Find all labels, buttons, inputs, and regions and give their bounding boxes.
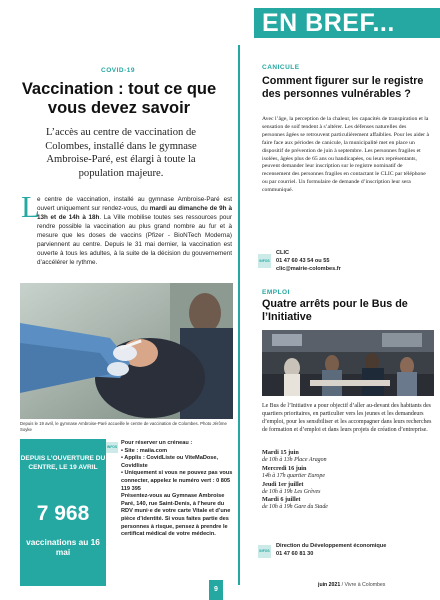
contact-phone: 01 47 60 43 54 ou 55 bbox=[276, 257, 330, 264]
category-tag: COVID-19 bbox=[101, 67, 135, 74]
clic-contact bbox=[276, 250, 436, 273]
stat-label: vaccinations au 16 mai bbox=[26, 537, 100, 557]
bus-schedule bbox=[262, 449, 432, 512]
section-title: EN BREF... bbox=[262, 9, 395, 37]
schedule-date: Mardi 6 juillet bbox=[262, 496, 301, 504]
bus-photo bbox=[262, 330, 434, 396]
article-title: Comment figurer sur le registre des personnes vulnérables ? bbox=[262, 75, 424, 100]
column-divider bbox=[238, 45, 240, 585]
category-tag: CANICULE bbox=[262, 64, 300, 71]
stat-since: DEPUIS L’OUVERTURE DU CENTRE, LE 19 AVRIL bbox=[20, 455, 106, 471]
body-hours: mardi au dimanche de 9h à 13h et de 14h à 18h bbox=[37, 205, 232, 221]
photo-caption: Depuis le 19 avril, le gymnase Ambroise-Paré accueille le centre de vaccination de Colombes. Photo Jérôme Soyke bbox=[20, 421, 227, 432]
booking-line: Pour réserver un créneau : bbox=[121, 440, 193, 446]
vaccination-photo-image bbox=[20, 283, 233, 419]
category-tag: EMPLOI bbox=[262, 289, 290, 296]
body-text-end: . bbox=[99, 214, 102, 221]
stat-number: 7 968 bbox=[36, 502, 90, 525]
schedule-detail: de 10h à 13h Place Aragon bbox=[262, 456, 327, 463]
vaccination-photo bbox=[20, 283, 233, 419]
body-text: e centre de vaccination, installé au gymnase Ambroise-Paré est ouvert uniquement sur rendez-vous, du bbox=[37, 196, 232, 212]
booking-line: Présentez-vous au Gymnase Ambroise Paré, 140, rue Saint-Denis, à l’heure du RDV muni·e de votre carte Vitale et d’une pièce d’identité. Si vous faites partie des personnes à risque, pensez à prendre le certificat médical de votre médecin. bbox=[121, 493, 231, 538]
info-icon: INFOS bbox=[258, 254, 271, 268]
footer-date: juin 2021 bbox=[318, 582, 341, 588]
contact-phone: 01 47 60 81 30 bbox=[276, 550, 314, 557]
schedule-detail: de 10h à 19h Les Grèves bbox=[262, 488, 321, 495]
article-title: Quatre arrêts pour le Bus de l’Initiative bbox=[262, 298, 408, 323]
bus-photo-image bbox=[262, 330, 434, 396]
footer-publication: / Vivre à Colombes bbox=[341, 582, 386, 588]
booking-line: • Site : maiia.com bbox=[121, 447, 168, 454]
footer-info bbox=[318, 582, 436, 588]
info-icon: INFOS bbox=[258, 545, 271, 558]
schedule-date: Mercredi 16 juin bbox=[262, 464, 307, 472]
schedule-detail: 14h à 17h quartier Europe bbox=[262, 472, 325, 479]
drop-cap: L bbox=[21, 189, 40, 224]
article-body: Le Bus de l’Initiative a pour objectif d’aller au-devant des habitants des quartiers prioritaires, en particulier vers les jeunes et les demandeurs d’emploi, pour les sensibiliser et les accompagner dans leurs recherches de formation et d’emploi et dans leurs projets de création d’entreprise. bbox=[262, 403, 432, 433]
contact-name: CLIC bbox=[276, 250, 290, 256]
contact-name: Direction du Développement économique bbox=[276, 543, 387, 549]
booking-line: • Applis : CovidListe ou ViteMaDose, Covidliste bbox=[121, 455, 219, 469]
article-lead: L’accès au centre de vaccination de Colombes, installé dans le gymnase Ambroise-Paré, est élargi à toute la population majeure. bbox=[45, 127, 197, 179]
page-number: 9 bbox=[209, 580, 223, 600]
article-body bbox=[20, 189, 233, 267]
body-paragraph-2: La Ville mobilise toutes ses ressources pour rendre possible la vaccination au plus grand nombre au fur et à mesure que les doses de vaccins (Pfizer - BioNTech Moderna) parviennent au centre. Depuis le 31 mai dernier, la vaccination est ouverte à tous les adultes, à la suite de la décision du gouvernement d’accélérer le rythme. bbox=[37, 214, 233, 266]
booking-info bbox=[121, 440, 233, 539]
contact-email[interactable]: clic@mairie-colombes.fr bbox=[276, 265, 341, 272]
info-icon: INFOS bbox=[106, 442, 118, 453]
emploi-contact bbox=[276, 543, 436, 558]
article-body: Avec l’âge, la perception de la chaleur, les capacités de transpiration et la sensation de soif tendent à s’altérer. Les défenses naturelles des personnes âgées se retrouvent particulièrement affaiblies. Pour les aider à faire face aux périodes de canicule, la municipalité met en place un dispositif de prévention de juin à septembre. Les personnes fragiles et isolées, âgées plus de 65 ans ou handicapées, ou leurs représentants, peuvent demander leur inscription sur le registre nominatif de recensement des personnes fragiles en contactant le CLIC par téléphone ou par courriel. Un formulaire de demande d’inscription leur sera communiqué. bbox=[262, 116, 429, 194]
schedule-detail: de 10h à 19h Gare du Stade bbox=[262, 504, 328, 511]
body-paragraph-1 bbox=[20, 189, 233, 267]
schedule-date: Jeudi 1er juillet bbox=[262, 480, 304, 488]
article-title: Vaccination : tout ce que vous devez savoir bbox=[21, 80, 217, 117]
booking-line: • Uniquement si vous ne pouvez pas vous connecter, appelez le numéro vert : 0 805 119 395 bbox=[121, 470, 233, 492]
schedule-date: Mardi 15 juin bbox=[262, 449, 299, 456]
